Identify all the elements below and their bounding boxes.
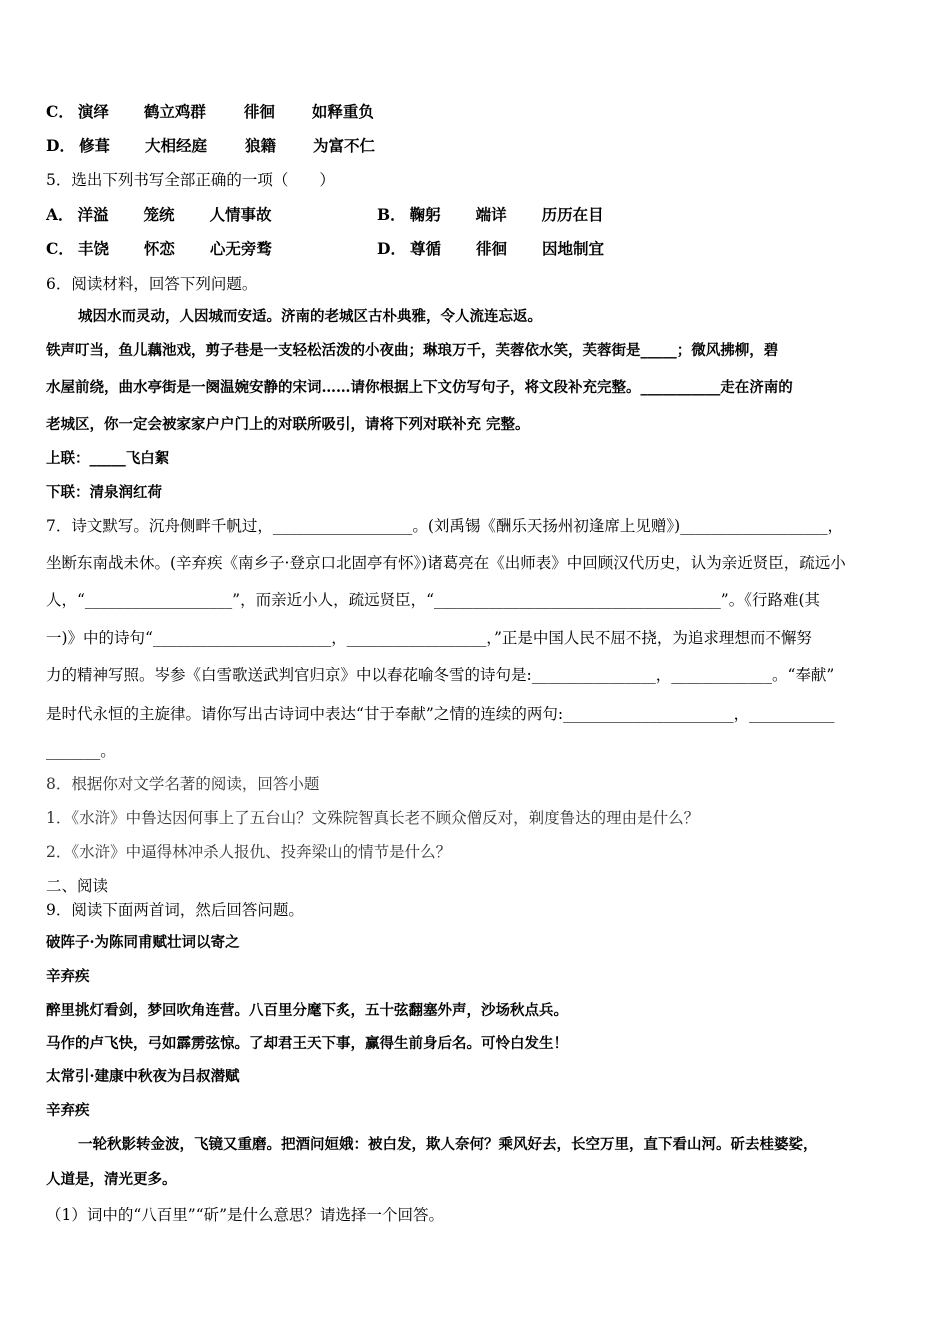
q9-stem: 9．阅读下面两首词，然后回答问题。	[46, 901, 304, 919]
poem-2-line-2: 人道是，清光更多。	[46, 1171, 177, 1188]
q6-paragraph-4: 老城区，你一定会被家家户户门上的对联所吸引，请将下列对联补充 完整。	[46, 416, 530, 433]
option-label: C．	[46, 239, 74, 258]
q8-sub-2: 2．《水浒》中逼得林冲杀人报仇、投奔梁山的情节是什么？	[46, 843, 452, 861]
q9-sub-1: （1）词中的“八百里”“斫”是什么意思？请选择一个回答。	[46, 1206, 445, 1224]
poem-2-title: 太常引·建康中秋夜为吕叔潜赋	[46, 1068, 240, 1085]
option-word: 因地制宜	[541, 239, 604, 258]
poem-1-line-2: 马作的卢飞快，弓如霹雳弦惊。了却君王天下事，赢得生前身后名。可怜白发生！	[46, 1035, 568, 1052]
q7-line-6: 是时代永恒的主旋律。请你写出古诗词中表达“甘于奉献”之情的连续的两句:______________________，___________	[46, 705, 835, 723]
option-label: B．	[377, 205, 406, 224]
q6-couplet-up: 上联：_____飞白絮	[46, 450, 170, 467]
option-label: D．	[377, 239, 406, 258]
option-word: 洋溢	[77, 205, 109, 224]
q8-sub-1: 1．《水浒》中鲁达因何事上了五台山？文殊院智真长老不顾众僧反对，剃度鲁达的理由是什么？	[46, 809, 700, 827]
poem-1-author: 辛弃疾	[46, 968, 90, 985]
q6-paragraph-1: 城因水而灵动，人因城而安适。济南的老城区古朴典雅，令人流连忘返。	[78, 308, 542, 325]
q6-couplet-down: 下联：清泉润红荷	[46, 484, 162, 501]
q7-line-4: 一)》中的诗句“_______________________，__________________，”正是中国人民不屈不挠，为追求理想而不懈努	[46, 629, 812, 647]
q5-option-c	[46, 239, 272, 259]
option-word: 心无旁骛	[209, 239, 272, 258]
poem-2-author: 辛弃疾	[46, 1102, 90, 1119]
q7-line-3: 人，“___________________”，而亲近小人，疏远贤臣，“_____________________________________”。《行路难(其	[46, 591, 820, 609]
q7-line-5: 力的精神写照。岑参《白雪歌送武判官归京》中以春花喻冬雪的诗句是:________________，_____________。“奉献”	[46, 666, 835, 684]
option-word: 历历在目	[541, 205, 604, 224]
option-label: A．	[46, 205, 74, 224]
option-word: 尊循	[409, 239, 441, 258]
option-word: 人情事故	[209, 205, 272, 224]
option-word: 徘徊	[475, 239, 507, 258]
option-word: 大相经庭	[144, 136, 207, 155]
q4-option-d	[46, 136, 375, 156]
option-word: 修葺	[78, 136, 110, 155]
q6-stem: 6．阅读材料，回答下列问题。	[46, 275, 258, 293]
poem-1-title: 破阵子·为陈同甫赋壮词以寄之	[46, 934, 240, 951]
option-word: 鞠躬	[409, 205, 441, 224]
q7-line-1: 7．诗文默写。沉舟侧畔千帆过，__________________。(刘禹锡《酬乐天扬州初逢席上见赠》)___________________，	[46, 517, 843, 535]
poem-1-line-1: 醉里挑灯看剑，梦回吹角连营。八百里分麾下炙，五十弦翻塞外声，沙场秋点兵。	[46, 1002, 568, 1019]
option-word: 怀恋	[143, 239, 175, 258]
option-word: 丰饶	[77, 239, 109, 258]
poem-2-line-1: 一轮秋影转金波，飞镜又重磨。把酒问姮娥：被白发，欺人奈何？乘风好去，长空万里，直下看山河。斫去桂婆娑，	[78, 1136, 818, 1153]
q4-option-c	[46, 102, 374, 122]
q8-stem: 8．根据你对文学名著的阅读，回答小题	[46, 775, 320, 793]
option-word: 徘徊	[243, 102, 275, 121]
q6-paragraph-2: 铁声叮当，鱼儿藕池戏，剪子巷是一支轻松活泼的小夜曲；琳琅万千，芙蓉依水笑，芙蓉街是_____；微风拂柳，碧	[46, 342, 779, 359]
q7-line-2: 坐断东南战未休。(辛弃疾《南乡子·登京口北固亭有怀》)诸葛亮在《出师表》中回顾汉代历史，认为亲近贤臣，疏远小	[46, 554, 846, 572]
q5-option-a	[46, 205, 272, 225]
option-label: D．	[46, 136, 75, 155]
option-word: 狼籍	[244, 136, 276, 155]
q5-stem: 5．选出下列书写全部正确的一项（ ）	[46, 171, 335, 189]
q6-paragraph-3: 水屋前绕，曲水亭街是一阕温婉安静的宋词……请你根据上下文仿写句子，将文段补充完整。___________走在济南的	[46, 379, 793, 396]
q5-option-b	[377, 205, 604, 225]
section-heading: 二、阅读	[46, 877, 109, 895]
option-word: 演绎	[77, 102, 109, 121]
option-word: 如释重负	[311, 102, 374, 121]
option-label: C．	[46, 102, 74, 121]
q7-line-7: _______。	[46, 742, 116, 760]
q5-option-d	[377, 239, 604, 259]
option-word: 笼统	[143, 205, 175, 224]
option-word: 鹤立鸡群	[143, 102, 206, 121]
option-word: 为富不仁	[312, 136, 375, 155]
option-word: 端详	[475, 205, 507, 224]
